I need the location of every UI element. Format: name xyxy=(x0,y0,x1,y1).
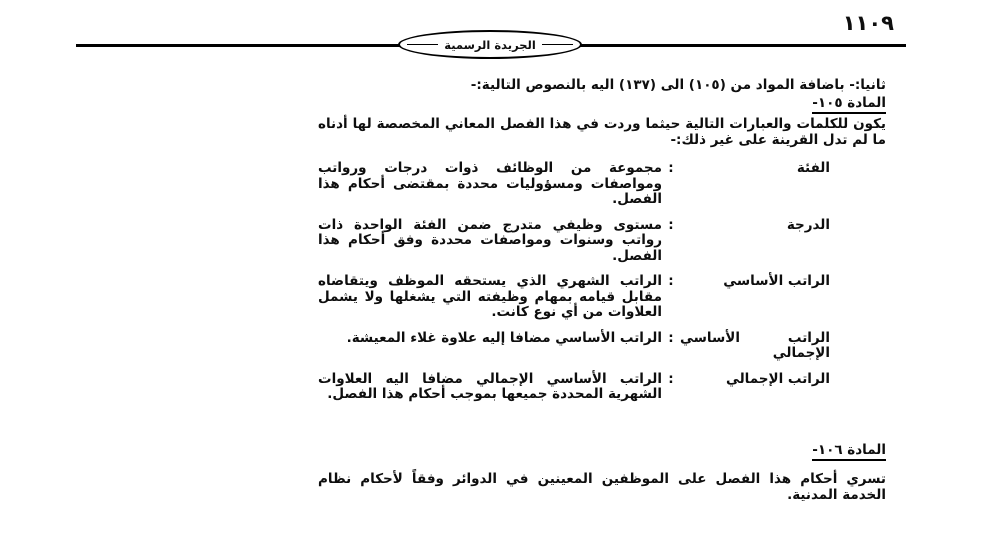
definition-row xyxy=(318,372,830,403)
oval-line-right xyxy=(542,44,573,45)
definition-term: الراتب الإجمالي xyxy=(725,370,830,387)
article-105-preamble: يكون للكلمات والعبارات التالية حيثما وردت في هذا الفصل المعاني المخصصة لها أدناه ما لم تدل القرينة على غير ذلك:- xyxy=(318,116,886,148)
definition-text: الراتب الأساسي مضافا إليه علاوة غلاء المعيشة. xyxy=(346,329,662,346)
definitions-list xyxy=(318,161,886,403)
definition-term: الفئة xyxy=(796,160,830,176)
article-105-heading: المادة ١٠٥- xyxy=(812,96,886,115)
definition-separator: : xyxy=(668,370,674,387)
gazette-title-label: الجريدة الرسمية xyxy=(444,37,536,52)
definition-text: الراتب الأساسي الإجمالي مضافا اليه العلاوات الشهرية المحددة جميعها بموجب أحكام هذا الفصل. xyxy=(318,370,662,402)
definition-row xyxy=(318,274,830,321)
definition-term: الراتب الأساسي xyxy=(723,273,830,289)
definition-row xyxy=(318,331,830,362)
oval-line-left xyxy=(407,44,438,45)
document-body xyxy=(318,78,886,503)
definition-separator: : xyxy=(668,329,674,346)
article-106-heading: المادة ١٠٦- xyxy=(812,443,886,462)
intro-clause: ثانيا:- باضافة المواد من (١٠٥) الى (١٣٧) اليه بالنصوص التالية:- xyxy=(470,77,886,93)
definition-text: مجموعة من الوظائف ذوات درجات ورواتب ومواصفات ومسؤوليات محددة بمقتضى أحكام هذا الفصل. xyxy=(318,160,662,207)
definition-separator: : xyxy=(668,160,674,176)
article-106-body: تسري أحكام هذا الفصل على الموظفين المعينين في الدوائر وفقاً لأحكام نظام الخدمة المدنية. xyxy=(318,471,886,503)
definition-term: الراتب الأساسي الإجمالي xyxy=(680,329,830,361)
definition-separator: : xyxy=(668,273,674,289)
definition-term: الدرجة xyxy=(786,216,830,233)
definition-separator: : xyxy=(668,216,674,233)
definition-row xyxy=(318,161,830,208)
definition-row xyxy=(318,218,830,265)
gazette-seal xyxy=(398,30,582,59)
definition-text: مستوى وظيفي متدرج ضمن الفئة الواحدة ذات رواتب وسنوات ومواصفات محددة وفق أحكام هذا الفصل. xyxy=(318,216,662,264)
page-number: ١١٠٩ xyxy=(842,11,894,35)
definition-text: الراتب الشهري الذي يستحقه الموظف ويتقاضاه مقابل قيامه بمهام وظيفته التي يشغلها ولا يشمل العلاوات من أي نوع كانت. xyxy=(318,273,662,320)
